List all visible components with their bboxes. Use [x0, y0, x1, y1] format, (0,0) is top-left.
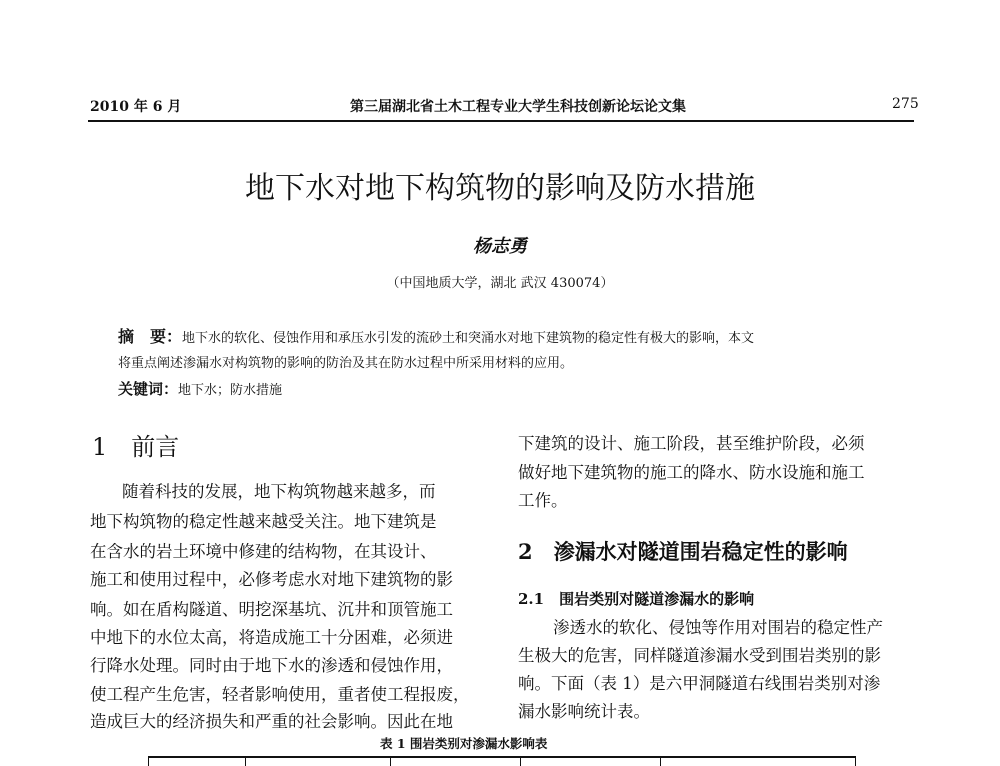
section-2-heading: 2 渗漏水对隧道围岩稳定性的影响	[518, 539, 848, 564]
abstract-text-1: 地下水的软化、侵蚀作用和承压水引发的流砂土和突涌水对地下建筑物的稳定性有极大的影响，本文	[182, 331, 755, 346]
paper-author: 杨志勇	[473, 236, 527, 257]
keywords-line	[118, 378, 282, 399]
paper-title: 地下水对地下构筑物的影响及防水措施	[245, 171, 755, 206]
section-1-heading: 1 前言	[92, 433, 180, 461]
left-para-line-7: 行降水处理。同时由于地下水的渗透和侵蚀作用，	[90, 656, 453, 675]
right-para-line-1: 下建筑的设计、施工阶段，甚至维护阶段，必须	[518, 434, 865, 453]
left-para-line-5: 响。如在盾构隧道、明挖深基坑、沉井和顶管施工	[90, 600, 453, 619]
right-para-line-2: 做好地下建筑物的施工的降水、防水设施和施工	[518, 463, 865, 482]
table-column-divider	[148, 756, 149, 766]
table-top-border	[148, 756, 856, 758]
right-para-line-3: 工作。	[518, 491, 568, 510]
header-journal-title: 第三届湖北省土木工程专业大学生科技创新论坛论文集	[350, 99, 686, 115]
section-2-1-heading: 2.1 围岩类别对隧道渗漏水的影响	[518, 590, 755, 608]
keywords-text: 地下水；防水措施	[178, 383, 283, 398]
right-para-line-7: 漏水影响统计表。	[518, 702, 650, 721]
abstract-line-2: 将重点阐述渗漏水对构筑物的影响的防治及其在防水过程中所采用材料的应用。	[118, 356, 574, 371]
table-column-divider	[390, 756, 391, 766]
left-para-line-3: 在含水的岩土环境中修建的结构物，在其设计、	[90, 542, 437, 561]
left-para-line-2: 地下构筑物的稳定性越来越受关注。地下建筑是	[90, 512, 437, 531]
right-para-line-4: 渗透水的软化、侵蚀等作用对围岩的稳定性产	[553, 618, 883, 637]
left-para-line-1: 随着科技的发展，地下构筑物越来越多，而	[122, 482, 436, 501]
table-column-divider	[520, 756, 521, 766]
right-para-line-5: 生极大的危害，同样隧道渗漏水受到围岩类别的影	[518, 646, 881, 665]
header-date: 2010 年 6 月	[90, 99, 182, 115]
abstract-label: 摘 要：	[118, 327, 183, 346]
left-para-line-6: 中地下的水位太高，将造成施工十分困难，必须进	[90, 628, 453, 647]
table-column-divider	[245, 756, 246, 766]
header-page-number: 275	[892, 96, 919, 112]
left-para-line-9: 造成巨大的经济损失和严重的社会影响。因此在地	[90, 712, 453, 731]
table-column-divider	[660, 756, 661, 766]
right-para-line-6: 响。下面（表 1）是六甲洞隧道右线围岩类别对渗	[518, 674, 881, 693]
left-para-line-8: 使工程产生危害，轻者影响使用，重者使工程报废，	[90, 685, 470, 704]
abstract-line-1	[118, 324, 754, 347]
left-para-line-4: 施工和使用过程中，必修考虑水对地下建筑物的影	[90, 570, 453, 589]
keywords-label: 关键词：	[118, 380, 179, 398]
table-caption: 表 1 围岩类别对渗漏水影响表	[380, 736, 548, 751]
header-rule	[88, 120, 914, 122]
table-column-divider	[855, 756, 856, 766]
paper-affiliation: （中国地质大学，湖北 武汉 430074）	[386, 276, 614, 291]
